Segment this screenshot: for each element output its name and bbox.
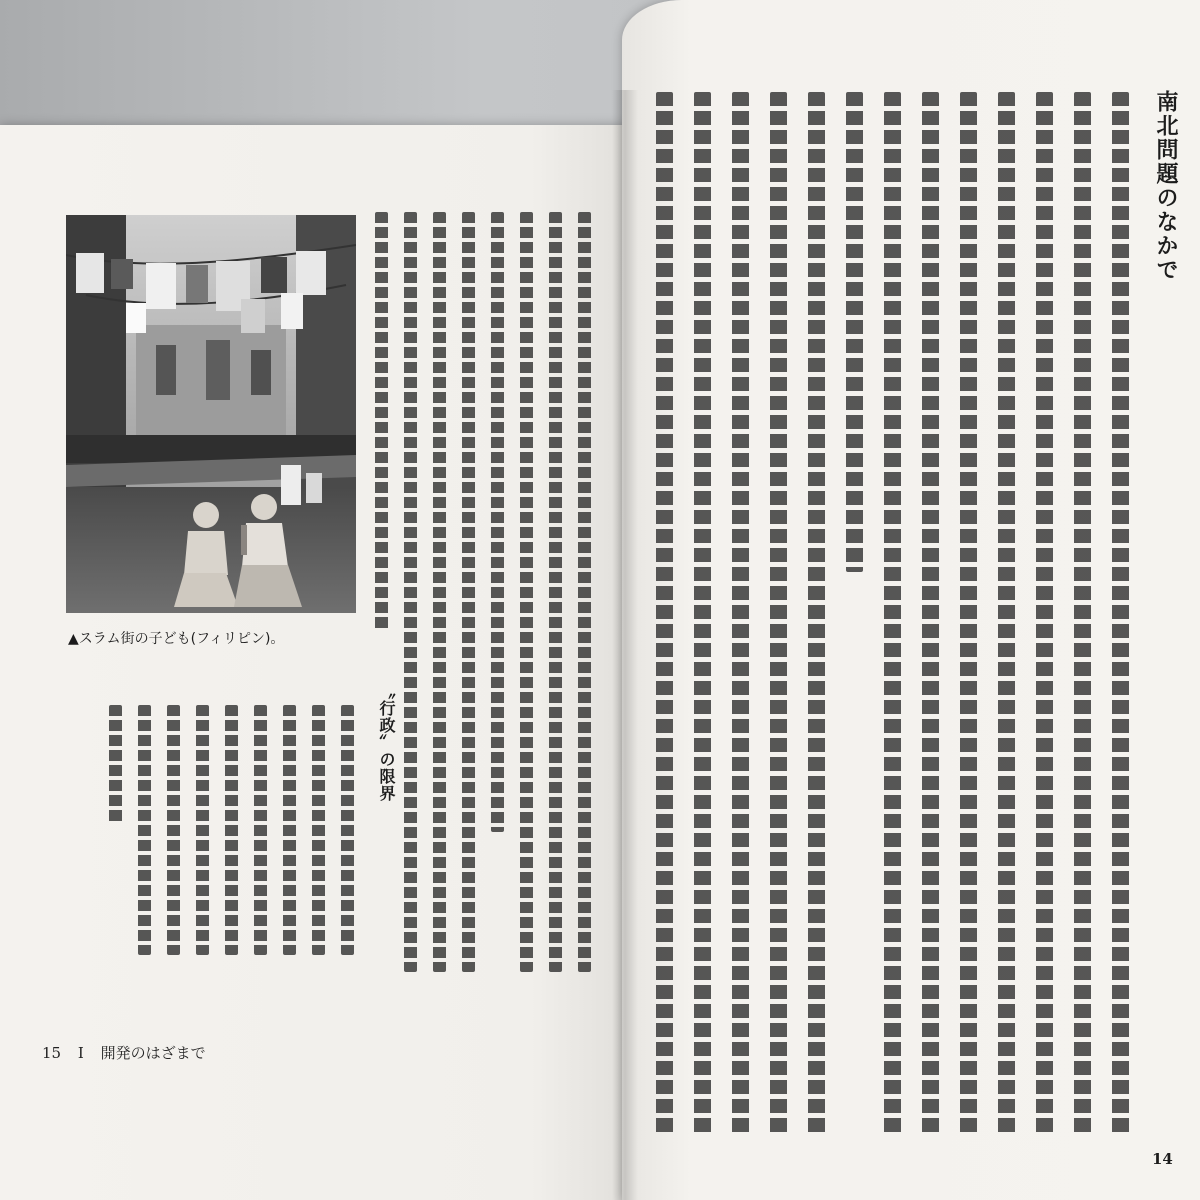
left-page-number: 15 [42, 1044, 62, 1062]
body-text-line [254, 705, 267, 955]
body-text-line [283, 705, 296, 955]
body-text-line [462, 212, 475, 972]
book-gutter [612, 90, 638, 1200]
chapter-title: 開発のはざまで [100, 1044, 206, 1062]
section-subheading: 〝行政〟の限界 [377, 683, 396, 802]
body-text-line [312, 705, 325, 955]
body-text-line [341, 705, 354, 955]
body-text-line [520, 212, 533, 972]
slum-children-photo [66, 215, 356, 613]
body-text-line [433, 212, 446, 972]
body-text-line [1036, 92, 1053, 1137]
body-text-line [694, 92, 711, 1137]
body-text-line [1074, 92, 1091, 1137]
body-text-line [109, 705, 122, 825]
body-text-line [998, 92, 1015, 1137]
chapter-number: I [77, 1044, 84, 1062]
body-text-line [922, 92, 939, 1137]
body-text-line [656, 92, 673, 1137]
body-text-line [808, 92, 825, 1137]
body-text-line [578, 212, 591, 972]
right-page-number: 14 [1152, 1150, 1173, 1168]
body-text-line [491, 212, 504, 832]
body-text-line [167, 705, 180, 955]
body-text-line [549, 212, 562, 972]
body-text-line [196, 705, 209, 955]
body-text-line [138, 705, 151, 955]
body-text-line [884, 92, 901, 1137]
body-text-line [732, 92, 749, 1137]
photo-caption: ▲スラム街の子ども(フィリピン)。 [68, 631, 285, 647]
body-text-line [375, 212, 388, 632]
photo-image [66, 215, 356, 613]
page-footer [42, 1042, 206, 1063]
section-heading: 南北問題のなかで [1153, 90, 1178, 282]
body-text-line [404, 212, 417, 972]
body-text-line [846, 92, 863, 572]
body-text-line [1112, 92, 1129, 1137]
body-text-line [770, 92, 787, 1137]
body-text-line [225, 705, 238, 955]
body-text-line [960, 92, 977, 1137]
